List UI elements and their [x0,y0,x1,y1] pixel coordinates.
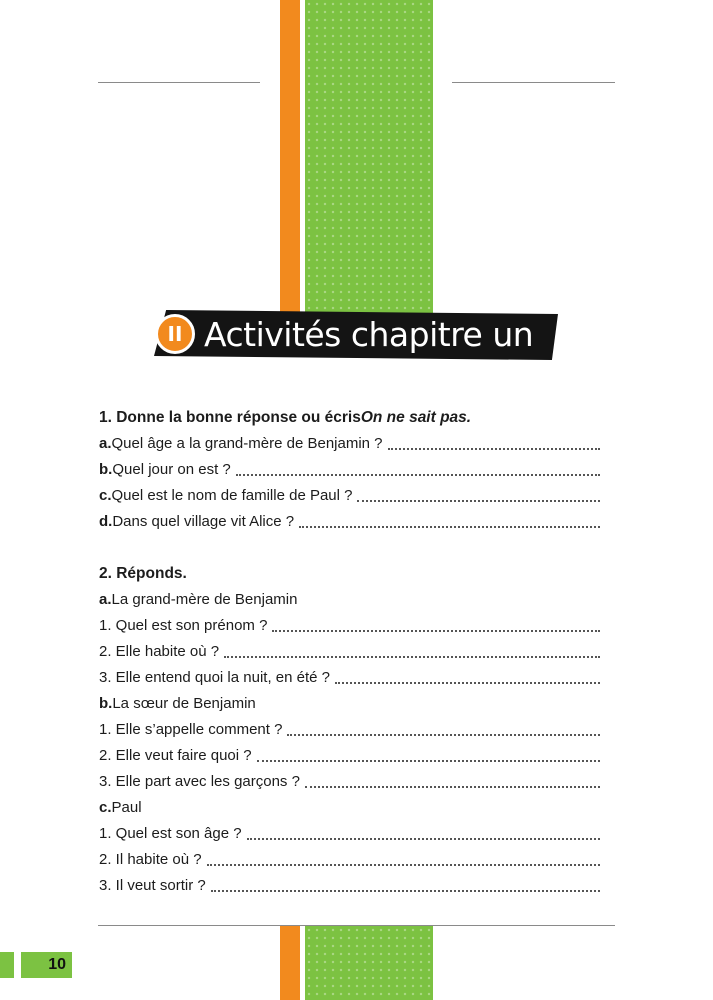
exercise-1-heading [99,405,600,431]
answer-line[interactable] [257,760,600,762]
answer-line[interactable] [388,448,600,450]
question-row [99,457,600,483]
question-text: 3. Il veut sortir ? [99,877,206,894]
question-row [99,847,600,873]
top-rule-left [98,82,260,83]
question-text: 1. Quel est son prénom ? [99,617,268,634]
question-text: 2. Elle habite où ? [99,643,220,660]
question-row [99,717,600,743]
question-letter: c. [99,487,112,504]
subject-row [99,795,600,821]
question-text: Quel âge a la grand-mère de Benjamin ? [111,435,383,452]
question-row [99,431,600,457]
answer-line[interactable] [236,474,600,476]
question-row [99,639,600,665]
answer-line[interactable] [335,682,600,684]
question-row [99,665,600,691]
question-row [99,743,600,769]
page-title: Activités chapitre un [204,315,534,354]
page-number: 10 [21,952,72,978]
exercise-content [99,405,600,899]
orange-stripe-bottom [280,926,300,1000]
answer-line[interactable] [299,526,600,528]
question-letter: d. [99,513,113,530]
question-text: Quel jour on est ? [112,461,231,478]
answer-line[interactable] [357,500,600,502]
subject-row [99,587,600,613]
question-letter: a. [99,435,112,452]
question-row [99,483,600,509]
green-stripe-top [305,0,433,318]
top-rule-right [452,82,615,83]
question-text: 1. Quel est son âge ? [99,825,242,842]
question-text: 3. Elle entend quoi la nuit, en été ? [99,669,331,686]
question-text: 1. Elle s’appelle comment ? [99,721,283,738]
page-number-tab [0,952,14,978]
question-text: 2. Elle veut faire quoi ? [99,747,252,764]
chapter-badge: II [155,314,195,354]
subject-text: La sœur de Benjamin [112,695,256,712]
answer-line[interactable] [224,656,600,658]
question-row [99,873,600,899]
answer-line[interactable] [305,786,600,788]
subject-letter: c. [99,799,112,816]
question-text: 3. Elle part avec les garçons ? [99,773,300,790]
exercise-2-heading: 2. Réponds. [99,565,187,582]
question-letter: b. [99,461,113,478]
exercise-1-instruction: 1. Donne la bonne réponse ou écris [99,409,361,426]
question-row [99,769,600,795]
answer-line[interactable] [247,838,600,840]
green-stripe-bottom [305,926,433,1000]
subject-text: Paul [111,799,142,816]
question-row [99,613,600,639]
answer-line[interactable] [207,864,600,866]
answer-line[interactable] [211,890,600,892]
bottom-rule [98,925,615,926]
subject-letter: b. [99,695,113,712]
answer-line[interactable] [287,734,600,736]
question-row [99,821,600,847]
question-text: 2. Il habite où ? [99,851,202,868]
subject-text: La grand-mère de Benjamin [111,591,298,608]
question-row [99,509,600,535]
question-text: Quel est le nom de famille de Paul ? [111,487,353,504]
question-text: Dans quel village vit Alice ? [112,513,295,530]
subject-row [99,691,600,717]
answer-line[interactable] [272,630,600,632]
exercise-1-instruction-emphasis: On ne sait pas. [360,409,472,426]
orange-stripe-top [280,0,300,318]
subject-letter: a. [99,591,112,608]
